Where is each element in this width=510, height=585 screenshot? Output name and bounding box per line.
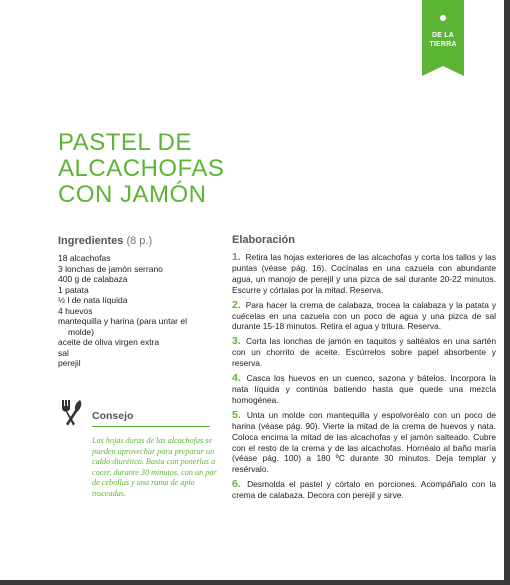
step-text: Para hacer la crema de calabaza, trocea la calabaza y la patata y cuécelas en una cazuela con un poco de agua y una pizca de sal durante 15-18 minutos. Retira el agua y tritura. Reserva. xyxy=(232,299,497,332)
step-text: Unta un molde con mantequilla y espolvoréalo con un poco de harina (véase pág. 90). Vierte la mitad de la crema de huevos y nata. Coloca encima la mitad de las alcachofas y el jamón salteado. Cubre con el resto de la crema y de las alcachofas. Hornéalo al baño maría (véase pág. 100) a 180 ºC durante 30 minutos. Deja templar y resérvalo. xyxy=(232,409,496,475)
tip-text: Las hojas duras de las alcachofas se pueden aprovechar para preparar un caldo diurético. Basta con ponerlas a cocer, durante 30 minutos, con un par de cebollas y una rama de apio troceadas. xyxy=(92,436,217,498)
elaboration-step xyxy=(232,252,496,296)
section-ribbon xyxy=(422,0,464,66)
step-text: Desmolda el pastel y córtalo en porciones. Acompáñalo con la crema de calabaza. Decora con perejil y sirve. xyxy=(232,479,496,501)
elaboration-step xyxy=(232,300,496,333)
elaboration-heading: Elaboración xyxy=(232,234,295,246)
ingredient-item: sal xyxy=(58,347,69,358)
ingredients-list xyxy=(58,253,218,369)
step-number: 6. xyxy=(232,478,241,491)
ingredient-item: 400 g de calabaza xyxy=(58,274,128,284)
elaboration-step xyxy=(232,479,496,501)
page-edge-bottom xyxy=(0,580,510,585)
cutlery-icon xyxy=(58,398,84,426)
ribbon-dot-icon xyxy=(440,15,446,21)
elaboration-step xyxy=(232,410,496,475)
step-text: Casca los huevos en un cuenco, sazona y bátelos. Incorpora la nata líquida y continúa batiendo hasta que quede una mezcla homogénea. xyxy=(232,373,497,405)
ingredient-item: 18 alcachofas xyxy=(58,253,111,263)
ingredient-item: 1 patata xyxy=(58,284,89,295)
step-number: 3. xyxy=(232,335,241,348)
ingredients-heading: Ingredientes (8 p.) xyxy=(58,235,153,247)
ribbon-label: DE LA TIERRA xyxy=(429,32,457,48)
ingredient-item: ½ l de nata líquida xyxy=(58,295,128,305)
ingredient-item: 3 lonchas de jamón serrano xyxy=(58,263,163,274)
ingredient-item: mantequilla y harina (para untar el xyxy=(58,316,187,326)
ingredient-item: aceite de oliva virgen extra xyxy=(58,337,160,347)
elaboration-step xyxy=(232,336,496,369)
ingredient-item: molde) xyxy=(68,326,94,337)
ingredient-item: 4 huevos xyxy=(58,305,93,316)
step-text: Retira las hojas exteriores de las alcachofas y corta los tallos y las puntas (véase pág. 16). Cocínalas en una cazuela con abundante agua, un manojo de perejil y una pizca de sal durante 20-22 minutos. Escurre y córtalas por la mitad. Reserva. xyxy=(232,252,497,295)
step-number: 5. xyxy=(232,408,241,421)
step-text: Corta las lonchas de jamón en taquitos y saltéalos en una sartén con un chorrito de aceite. Escúrrelos sobre papel absorbente y reserva. xyxy=(232,336,496,369)
ingredients-portions: (8 p.) xyxy=(126,235,153,247)
elaboration-step xyxy=(232,373,496,406)
ingredient-item: perejil xyxy=(58,358,81,368)
tip-divider xyxy=(92,426,210,427)
step-number: 2. xyxy=(232,298,241,311)
elaboration-steps xyxy=(232,252,496,505)
page-edge-right xyxy=(504,0,510,585)
recipe-title: PASTEL DE ALCACHOFAS CON JAMÓN xyxy=(58,129,225,208)
tip-heading: Consejo xyxy=(92,410,134,422)
step-number: 4. xyxy=(232,372,241,385)
step-number: 1. xyxy=(232,251,241,263)
